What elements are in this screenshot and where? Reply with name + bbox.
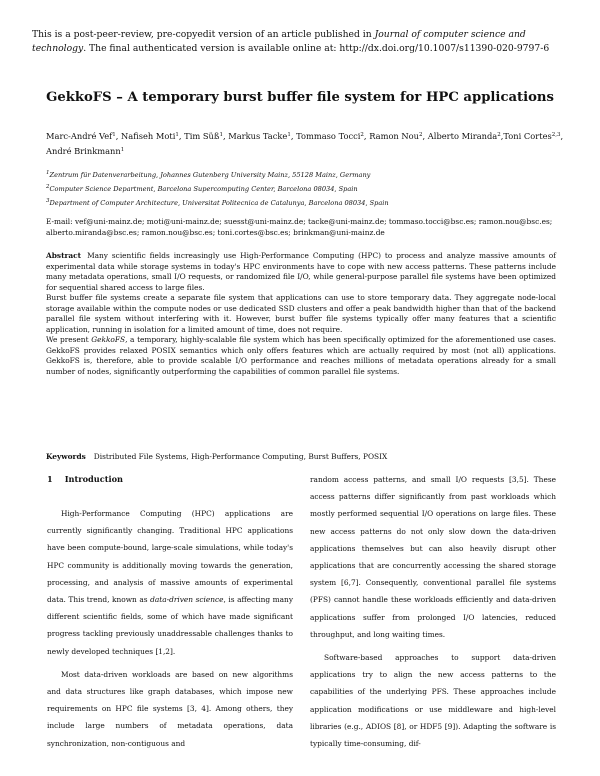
journal-name: Journal of computer science and technology: [32, 29, 526, 54]
author-name: Alberto Miranda: [427, 131, 498, 141]
author-name: Ramon Nou: [369, 131, 420, 141]
section-title: Introduction: [64, 474, 124, 484]
author-affiliation-marker: 2: [360, 132, 364, 138]
affiliation-text: Computer Science Department, Barcelona Supercomputing Center, Barcelona 08034, Spain: [49, 185, 358, 193]
abstract: [46, 251, 556, 377]
system-name: GekkoFS: [91, 335, 126, 344]
author-separator: ,: [422, 131, 428, 141]
intro-p1-rest: , is affecting many different scientific fields, some of which have made significant progress tackling previously unaddressable challenges thanks to newly developed techniques [1,2].: [47, 595, 293, 656]
author-name: Tommaso Tocci: [296, 131, 361, 141]
author-separator: ,: [363, 131, 370, 141]
paper-title: GekkoFS – A temporary burst buffer file system for HPC applications: [46, 90, 554, 105]
affiliation-number: 1: [46, 170, 50, 176]
abstract-paragraph-2: Burst buffer file systems create a separate file system that applications can use to store temporary data. They aggregate node-local storage available within the compute nodes or use dedicated SSD clusters and offer a peak bandwidth higher than that of the backend parallel file system without interfering with it. However, burst buffer file systems typically offer many features that a scientific application, running in isolation for a limited amount of time, does not require.: [46, 293, 556, 334]
author-separator: ,: [222, 131, 229, 141]
abstract-p3-start: We present: [46, 335, 89, 344]
author-affiliation-marker: 2: [419, 132, 423, 138]
abstract-label: Abstract: [46, 251, 82, 260]
intro-paragraph-4: Software-based approaches to support data-driven applications try to align the new access patterns to the capabilities of the underlying PFS. These approaches include application modifications or use middleware and high-level libraries (e.g., ADIOS [8], or HDF5 [9]). Adapting the software is typically time-consuming, dif-: [310, 653, 556, 749]
author-separator: ,: [115, 131, 122, 141]
author-name: Markus Tacke: [228, 131, 288, 141]
publication-notice: [32, 28, 572, 56]
notice-doi-text: . The final authenticated version is available online at: http://dx.doi.org/10.1007/s11390-020-9797-6: [83, 43, 550, 54]
intro-paragraph-1: [47, 505, 293, 660]
left-column: [47, 471, 293, 752]
affiliation-text: Department of Computer Architecture, Universitat Politecnica de Catalunya, Barcelona 08034, Spain: [49, 199, 389, 207]
affiliation-number: 2: [46, 184, 50, 190]
affiliation-number: 3: [46, 198, 50, 204]
author-name: Nafiseh Moti: [121, 131, 176, 141]
keywords: [46, 451, 556, 462]
keywords-text: Distributed File Systems, High-Performance Computing, Burst Buffers, POSIX: [93, 452, 388, 461]
author-affiliation-marker: 2,3: [551, 132, 561, 138]
author-separator: ,: [560, 131, 564, 141]
affiliation-1: [46, 168, 570, 180]
right-column: [310, 471, 556, 752]
author-affiliation-marker: 1: [219, 132, 223, 138]
section-heading: [47, 471, 293, 487]
emphasis-term: data-driven science: [150, 595, 224, 605]
affiliation-2: [46, 182, 570, 194]
author-name: Tim Süß: [184, 131, 220, 141]
affiliation-3: [46, 196, 570, 208]
abstract-p3-rest: , a temporary, highly-scalable file system which has been specifically optimized for the aforementioned use cases. GekkoFS provides relaxed POSIX semantics which only offers features which are actually required by most (not all) applications. GekkoFS is, therefore, able to provide scalable I/O performance and reaches millions of metadata operations already for a small number of nodes, significantly outperforming the capabilities of common parallel file systems.: [46, 335, 556, 376]
abstract-paragraph-1: Many scientific fields increasingly use High-Performance Computing (HPC) to process and analyze massive amounts of experimental data while storage systems in today's HPC environments have to cope with new access patterns. These patterns include many metadata operations, small I/O requests, or randomized file I/O, while general-purpose parallel file systems have been optimized for sequential shared access to large files.: [46, 251, 556, 292]
author-affiliation-marker: 1: [112, 132, 116, 138]
affiliation-text: Zentrum für Datenverarbeitung, Johannes Gutenberg University Mainz, 55128 Mainz, Germany: [49, 171, 371, 179]
section-number: 1: [47, 474, 53, 484]
author-name: Marc-André Vef: [46, 131, 113, 141]
notice-text: This is a post-peer-review, pre-copyedit version of an article published in: [32, 29, 372, 40]
author-name: Toni Cortes: [503, 131, 552, 141]
author-affiliation-marker: 1: [175, 132, 179, 138]
author-name: André Brinkmann: [46, 146, 121, 156]
keywords-label: Keywords: [46, 452, 86, 461]
author-separator: ,: [178, 131, 185, 141]
intro-paragraph-2: Most data-driven workloads are based on new algorithms and data structures like graph databases, which impose new requirements on HPC file systems [3, 4]. Among others, they include large numbers of metadata operations, data synchronization, non-contiguous and: [47, 669, 293, 748]
author-affiliation-marker: 1: [287, 132, 291, 138]
author-affiliation-marker: 1: [120, 147, 125, 153]
author-list: [46, 128, 570, 158]
author-separator: ,: [290, 131, 297, 141]
author-affiliation-marker: 2: [497, 132, 501, 138]
author-separator: ,: [500, 131, 504, 141]
intro-paragraph-3: random access patterns, and small I/O requests [3,5]. These access patterns differ significantly from past workloads which mostly performed sequential I/O operations on large files. These new access patterns do not only slow down the data-driven applications themselves but can also heavily disrupt other applications that are concurrently accessing the shared storage system [6,7]. Consequently, conventional parallel file systems (PFS) cannot handle these workloads efficiently and data-driven applications suffer from prolonged I/O latencies, reduced throughput, and long waiting times.: [310, 475, 556, 639]
email-list: E-mail: vef@uni-mainz.de; moti@uni-mainz.de; suesst@uni-mainz.de; tacke@uni-mainz.de; tommaso.tocci@bsc.es; ramon.nou@bsc.es; alberto.miranda@bsc.es; ramon.nou@bsc.es; toni.cortes@bsc.es; brinkman@uni-mainz.de: [46, 217, 553, 237]
intro-p1-start: High-Performance Computing (HPC) applications are currently significantly changing. Traditional HPC applications have been compute-bound, large-scale simulations, while today's HPC community is additionally moving towards the generation, processing, and analysis of massive amounts of experimental data. This trend, known as: [47, 509, 293, 605]
